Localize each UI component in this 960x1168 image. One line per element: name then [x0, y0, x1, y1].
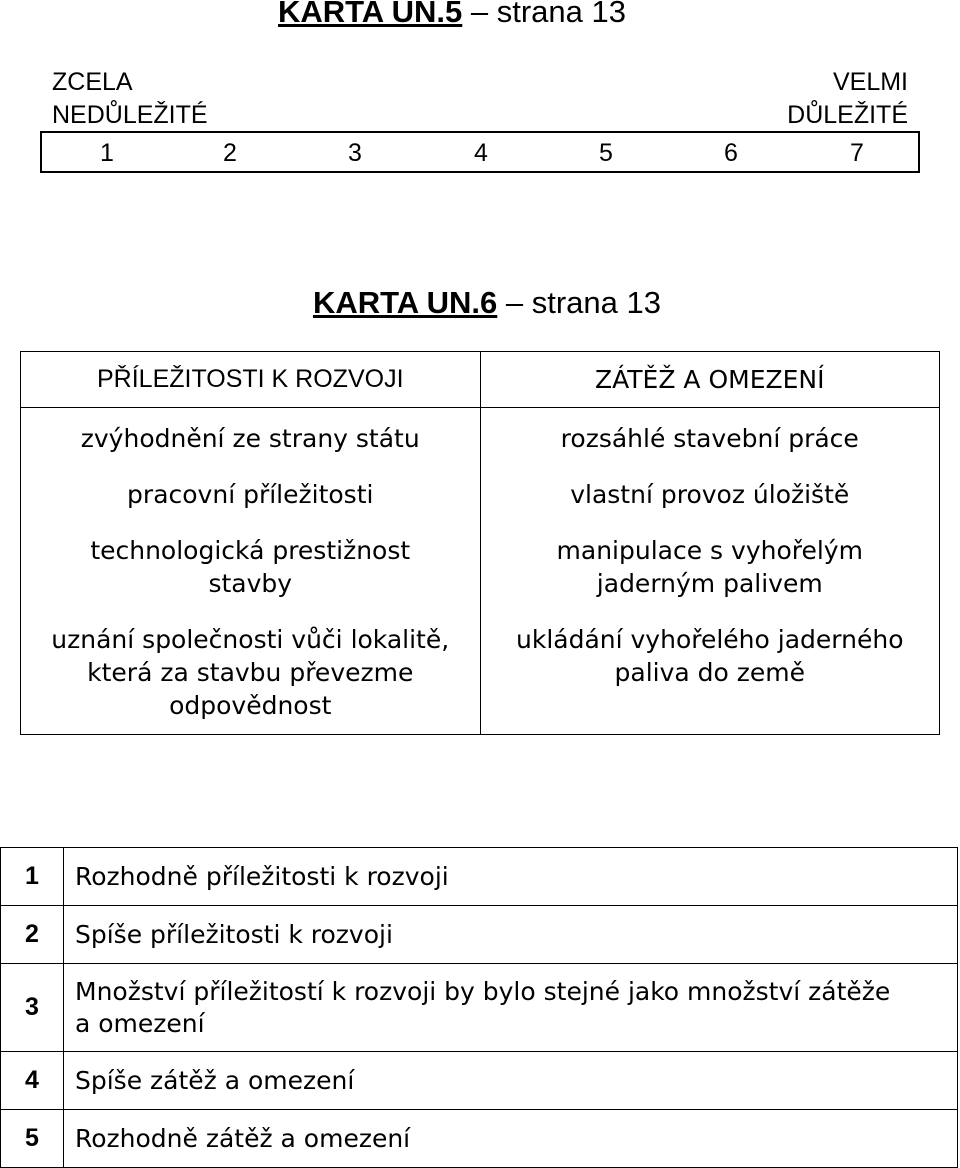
legend-row [1, 1110, 958, 1168]
rating-scale [40, 131, 920, 173]
scale-number: 7 [850, 139, 864, 167]
burdens-column [480, 352, 940, 735]
opportunities-header: PŘÍLEŽITOSTI K ROZVOJI [21, 352, 480, 408]
opportunity-item: technologická prestižnost stavby [90, 536, 411, 598]
legend-text: Rozhodně zátěž a omezení [64, 1110, 958, 1168]
scale-number: 1 [100, 139, 114, 167]
legend-number: 4 [1, 1052, 64, 1110]
card5-title [278, 0, 626, 30]
scale-number: 4 [474, 139, 488, 167]
scale-left-line1: ZCELA [52, 68, 133, 96]
scale-number: 3 [348, 139, 362, 167]
card5-title-bold: KARTA UN.5 [278, 0, 463, 29]
scale-left-label [52, 66, 208, 132]
legend-row [1, 906, 958, 964]
legend-text: Množství příležitostí k rozvoji by bylo stejné jako množství zátěže a omezení [64, 964, 958, 1052]
legend-text: Rozhodně příležitosti k rozvoji [64, 848, 958, 906]
legend-row [1, 848, 958, 906]
opportunity-item: pracovní příležitosti [127, 480, 374, 509]
legend-number: 3 [1, 964, 64, 1052]
legend-row [1, 1052, 958, 1110]
scale-right-line1: VELMI [832, 68, 908, 96]
scale-number: 2 [223, 139, 237, 167]
scale-number: 6 [724, 139, 738, 167]
legend-text: Spíše příležitosti k rozvoji [64, 906, 958, 964]
scale-number: 5 [599, 139, 613, 167]
card6-title [313, 285, 661, 321]
legend-number: 2 [1, 906, 64, 964]
legend-number: 1 [1, 848, 64, 906]
legend-table [0, 847, 958, 1168]
opportunities-column [21, 352, 481, 735]
card6-title-bold: KARTA UN.6 [313, 285, 498, 320]
card6-title-rest: – strana 13 [497, 285, 661, 320]
legend-text: Spíše zátěž a omezení [64, 1052, 958, 1110]
burden-item: rozsáhlé stavební práce [560, 424, 859, 453]
opportunities-burdens-table [20, 351, 940, 735]
legend-row [1, 964, 958, 1052]
scale-right-label [787, 66, 908, 132]
opportunity-item: zvýhodnění ze strany státu [80, 424, 420, 453]
scale-right-line2: DŮLEŽITÉ [787, 101, 908, 129]
card5-title-rest: – strana 13 [462, 0, 626, 29]
legend-number: 5 [1, 1110, 64, 1168]
burden-item: manipulace s vyhořelým jaderným palivem [556, 536, 863, 598]
scale-left-line2: NEDŮLEŽITÉ [52, 101, 208, 129]
burden-item: vlastní provoz úložiště [570, 480, 850, 509]
opportunity-item: uznání společnosti vůči lokalitě, která za stavbu převezme odpovědnost [51, 625, 450, 720]
burden-item: ukládání vyhořelého jaderného paliva do země [516, 625, 904, 687]
burdens-header: ZÁTĚŽ A OMEZENÍ [481, 352, 940, 408]
